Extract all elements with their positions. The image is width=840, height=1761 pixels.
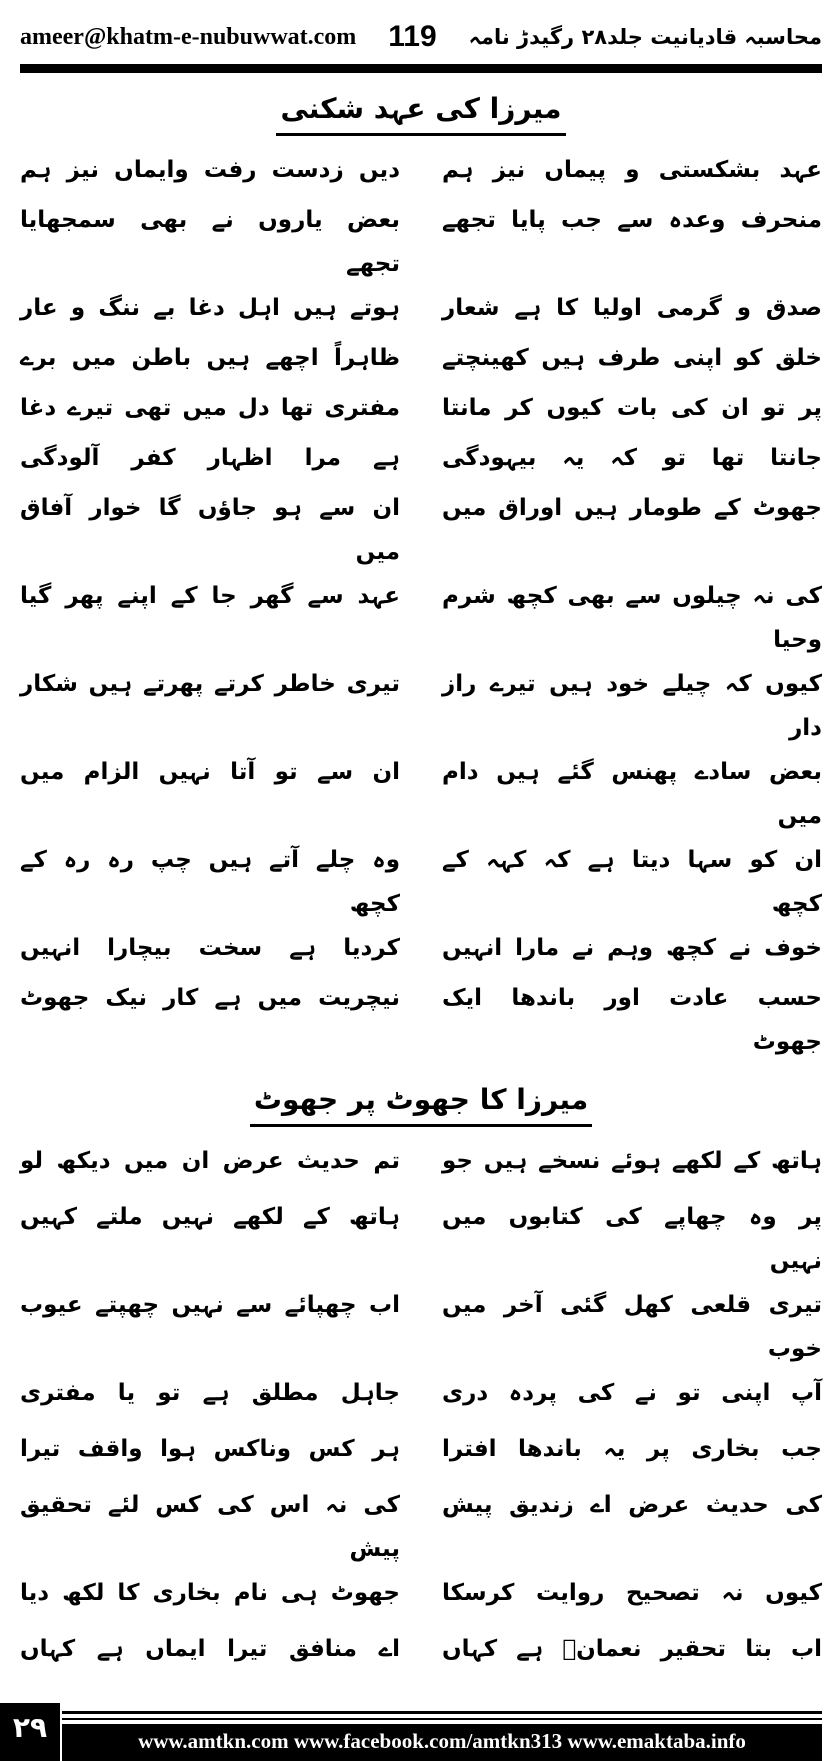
footer-page-number: ۲۹ bbox=[0, 1703, 60, 1761]
second-hemistich: کردیا ہے سخت بیچارا انہیں bbox=[20, 935, 400, 961]
couplet bbox=[20, 1627, 822, 1683]
first-hemistich: پر وہ چھاپے کی کتابوں میں نہیں bbox=[442, 1204, 822, 1274]
couplet bbox=[20, 436, 822, 486]
couplet bbox=[20, 486, 822, 574]
couplet bbox=[20, 386, 822, 436]
second-hemistich: مفتری تھا دل میں تھی تیرے دغا bbox=[20, 395, 400, 421]
second-hemistich: اے منافق تیرا ایماں ہے کہاں bbox=[20, 1636, 400, 1662]
second-hemistich: ہر کس وناکس ہوا واقف تیرا bbox=[20, 1436, 400, 1462]
section2-title bbox=[20, 1078, 822, 1127]
couplet bbox=[20, 926, 822, 976]
first-hemistich: تیری قلعی کھل گئی آخر میں خوب bbox=[442, 1292, 822, 1362]
header-book-title: محاسبہ قادیانیت جلد۲۸ رگیدڑ نامہ bbox=[468, 25, 822, 49]
section1-title bbox=[20, 87, 822, 136]
first-hemistich: آپ اپنی تو نے کی پردہ دری bbox=[442, 1380, 822, 1406]
first-hemistich: ان کو سہا دیتا ہے کہ کہہ کے کچھ bbox=[442, 847, 822, 917]
second-hemistich: ہاتھ کے لکھے نہیں ملتے کہیں bbox=[20, 1204, 400, 1230]
footer-urls: www.amtkn.com www.facebook.com/amtkn313 www.emaktaba.info bbox=[62, 1724, 822, 1761]
second-hemistich: ہے مرا اظہار کفر آلودگی bbox=[20, 445, 400, 471]
first-hemistich: ہاتھ کے لکھے ہوئے نسخے ہیں جو bbox=[442, 1148, 822, 1174]
couplet bbox=[20, 838, 822, 926]
second-hemistich: ہوتے ہیں اہل دغا بے ننگ و عار bbox=[20, 295, 400, 321]
couplet bbox=[20, 148, 822, 198]
couplet bbox=[20, 1139, 822, 1195]
first-hemistich: خلق کو اپنی طرف ہیں کھینچتے bbox=[442, 345, 822, 371]
page-header bbox=[20, 0, 822, 73]
first-hemistich: کیوں نہ تصحیح روایت کرسکا bbox=[442, 1580, 822, 1606]
header-row bbox=[20, 0, 822, 60]
couplet bbox=[20, 1283, 822, 1371]
first-hemistich: عہد بشکستی و پیماں نیز ہم bbox=[442, 157, 822, 183]
first-hemistich: خوف نے کچھ وہم نے مارا انہیں bbox=[442, 935, 822, 961]
second-hemistich: جھوٹ ہی نام بخاری کا لکھ دیا bbox=[20, 1580, 400, 1606]
couplet bbox=[20, 1195, 822, 1283]
first-hemistich: پر تو ان کی بات کیوں کر مانتا bbox=[442, 395, 822, 421]
header-divider bbox=[20, 64, 822, 73]
couplet bbox=[20, 1483, 822, 1571]
page-footer bbox=[0, 1703, 840, 1761]
first-hemistich: صدق و گرمی اولیا کا ہے شعار bbox=[442, 295, 822, 321]
footer-rule bbox=[62, 1711, 822, 1714]
couplet bbox=[20, 198, 822, 286]
first-hemistich: جب بخاری پر یہ باندھا افترا bbox=[442, 1436, 822, 1462]
couplet bbox=[20, 662, 822, 750]
couplet bbox=[20, 1571, 822, 1627]
first-hemistich: کیوں کہ چیلے خود ہیں تیرے راز دار bbox=[442, 671, 822, 741]
first-hemistich: کی نہ چیلوں سے بھی کچھ شرم وحیا bbox=[442, 583, 822, 653]
couplet bbox=[20, 336, 822, 386]
header-email: ameer@khatm-e-nubuwwat.com bbox=[20, 23, 357, 50]
section1-poem bbox=[20, 148, 822, 1064]
first-hemistich: جانتا تھا تو کہ یہ بیہودگی bbox=[442, 445, 822, 471]
section2-title-text: میرزا کا جھوٹ پر جھوٹ bbox=[250, 1078, 592, 1127]
first-hemistich: کی حدیث عرض اے زندیق پیش bbox=[442, 1492, 822, 1518]
second-hemistich: ان سے تو آتا نہیں الزام میں bbox=[20, 759, 400, 785]
footer-rule bbox=[62, 1718, 822, 1720]
second-hemistich: دیں زدست رفت وایماں نیز ہم bbox=[20, 157, 400, 183]
second-hemistich: بعض یاروں نے بھی سمجھایا تجھے bbox=[20, 207, 400, 277]
first-hemistich: حسب عادت اور باندھا ایک جھوٹ bbox=[442, 985, 822, 1055]
first-hemistich: منحرف وعدہ سے جب پایا تجھے bbox=[442, 207, 822, 233]
second-hemistich: کی نہ اس کی کس لئے تحقیق پیش bbox=[20, 1492, 400, 1562]
first-hemistich: جھوٹ کے طومار ہیں اوراق میں bbox=[442, 495, 822, 521]
couplet bbox=[20, 286, 822, 336]
couplet bbox=[20, 574, 822, 662]
couplet bbox=[20, 1371, 822, 1427]
second-hemistich: نیچریت میں ہے کار نیک جھوٹ bbox=[20, 985, 400, 1011]
first-hemistich: اب بتا تحقیر نعمانؒ ہے کہاں bbox=[442, 1636, 822, 1662]
couplet bbox=[20, 750, 822, 838]
couplet bbox=[20, 1427, 822, 1483]
section2-poem bbox=[20, 1139, 822, 1683]
section1-title-text: میرزا کی عہد شکنی bbox=[276, 87, 565, 136]
second-hemistich: ان سے ہو جاؤں گا خوار آفاق میں bbox=[20, 495, 400, 565]
second-hemistich: تم حدیث عرض ان میں دیکھ لو bbox=[20, 1148, 400, 1174]
couplet bbox=[20, 976, 822, 1064]
second-hemistich: وہ چلے آتے ہیں چپ رہ رہ کے کچھ bbox=[20, 847, 400, 917]
first-hemistich: بعض سادے پھنس گئے ہیں دام میں bbox=[442, 759, 822, 829]
second-hemistich: عہد سے گھر جا کے اپنے پھر گیا bbox=[20, 583, 400, 609]
second-hemistich: تیری خاطر کرتے پھرتے ہیں شکار bbox=[20, 671, 400, 697]
second-hemistich: اب چھپائے سے نہیں چھپتے عیوب bbox=[20, 1292, 400, 1318]
header-page-number: 119 bbox=[388, 20, 437, 53]
second-hemistich: جاہل مطلق ہے تو یا مفتری bbox=[20, 1380, 400, 1406]
second-hemistich: ظاہراً اچھے ہیں باطن میں برے bbox=[20, 345, 400, 371]
